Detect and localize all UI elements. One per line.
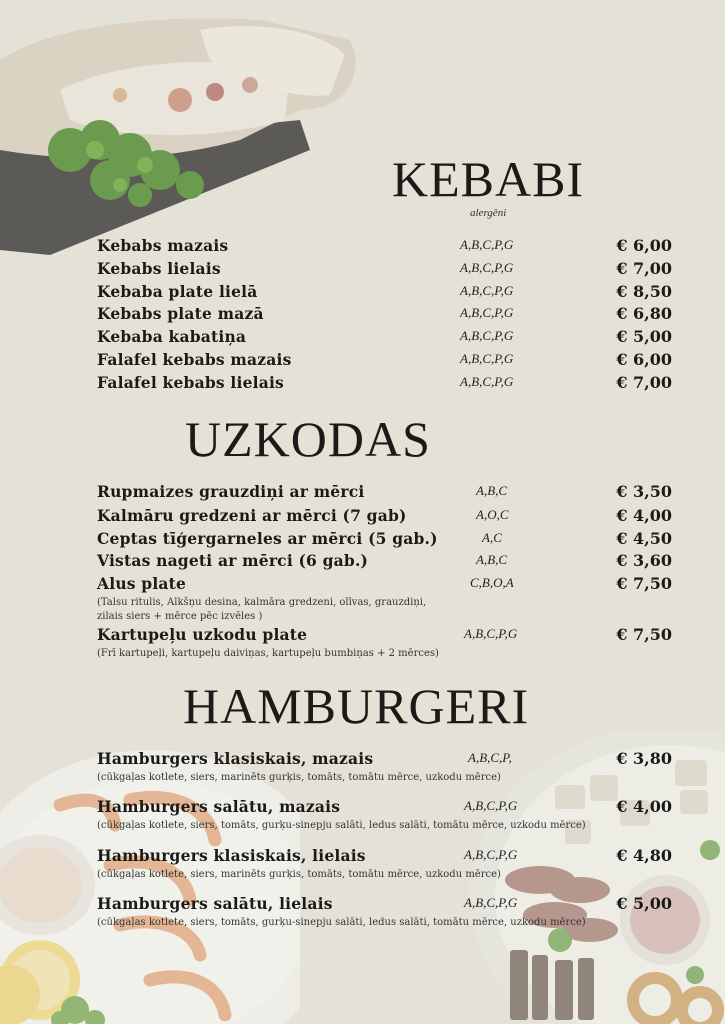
menu-item-allergens: A,B,C,P,G xyxy=(460,328,514,343)
menu-item-allergens: A,B,C,P,G xyxy=(460,283,514,298)
menu-item-name: Hamburgers klasiskais, lielais xyxy=(97,846,366,865)
menu-item-name: Falafel kebabs lielais xyxy=(97,373,284,392)
menu-item-allergens: A,C xyxy=(482,530,502,545)
menu-item-allergens: A,B,C,P,G xyxy=(464,798,518,813)
menu-item-price: € 3,80 xyxy=(616,749,672,768)
kebab-wrap-photo xyxy=(0,0,365,260)
menu-item-name: Kalmāru gredzeni ar mērci (7 gab) xyxy=(97,506,407,525)
menu-item-name: Ceptas tīģergarneles ar mērci (5 gab.) xyxy=(97,529,438,548)
menu-item-name: Kebaba kabatiņa xyxy=(97,327,247,346)
hamburgeri-title: HAMBURGERI xyxy=(183,678,530,734)
menu-item-name: Rupmaizes grauzdiņi ar mērci xyxy=(97,482,365,501)
menu-item-description: (Talsu ritulis, Alkšņu desina, kalmāra gredzeni, olīvas, grauzdiņi, xyxy=(97,597,427,608)
menu-item-name: Vistas nageti ar mērci (6 gab.) xyxy=(97,551,369,570)
menu-item-price: € 5,00 xyxy=(616,894,672,913)
menu-item-allergens: A,B,C,P,G xyxy=(460,237,514,252)
allergen-header: alergēni xyxy=(470,207,507,219)
menu-item-price: € 3,50 xyxy=(616,482,672,501)
menu-item-allergens: A,B,C,P, xyxy=(468,750,512,765)
menu-item-price: € 3,60 xyxy=(616,551,672,570)
menu-item-allergens: C,B,O,A xyxy=(470,575,514,590)
menu-item-allergens: A,B,C,P,G xyxy=(460,260,514,275)
menu-item-name: Alus plate xyxy=(97,574,187,593)
menu-item-price: € 4,50 xyxy=(616,529,672,548)
menu-item-price: € 5,00 xyxy=(616,327,672,346)
menu-item-price: € 4,80 xyxy=(616,846,672,865)
menu-item-name: Kebabs mazais xyxy=(97,236,229,255)
uzkodas-title: UZKODAS xyxy=(185,411,431,467)
menu-item-price: € 8,50 xyxy=(616,282,672,301)
meat-plate-photo xyxy=(470,730,725,1024)
menu-item-description: (cūkgaļas kotlete, siers, marinēts gurķis, tomāts, tomātu mērce, uzkodu mērce) xyxy=(97,772,501,783)
menu-item-allergens: A,O,C xyxy=(476,507,509,522)
menu-item-description: (cūkgaļas kotlete, siers, tomāts, gurķu-sinepju salāti, ledus salāti, tomātu mērce, uzkodu mērce) xyxy=(97,820,586,831)
menu-item-name: Hamburgers salātu, lielais xyxy=(97,894,333,913)
menu-item-price: € 7,00 xyxy=(616,259,672,278)
menu-item-name: Kebabs lielais xyxy=(97,259,221,278)
menu-item-description: (Frī kartupeļi, kartupeļu daiviņas, kartupeļu bumbiņas + 2 mērces) xyxy=(97,648,439,659)
menu-item-allergens: A,B,C,P,G xyxy=(464,895,518,910)
menu-item-name: Kartupeļu uzkodu plate xyxy=(97,625,308,644)
kebabi-title: KEBABI xyxy=(392,151,585,207)
menu-item-price: € 6,00 xyxy=(616,236,672,255)
menu-item-name: Kebabs plate mazā xyxy=(97,304,264,323)
menu-item-description: zilais siers + mērce pēc izvēles ) xyxy=(97,611,263,622)
menu-item-allergens: A,B,C,P,G xyxy=(460,351,514,366)
menu-item-name: Kebaba plate lielā xyxy=(97,282,258,301)
menu-item-name: Falafel kebabs mazais xyxy=(97,350,292,369)
menu-item-allergens: A,B,C,P,G xyxy=(464,847,518,862)
menu-item-allergens: A,B,C,P,G xyxy=(460,374,514,389)
menu-item-allergens: A,B,C xyxy=(476,483,508,498)
menu-item-price: € 6,00 xyxy=(616,350,672,369)
menu-item-allergens: A,B,C,P,G xyxy=(464,626,518,641)
menu-item-price: € 7,50 xyxy=(616,625,672,644)
menu-item-description: (cūkgaļas kotlete, siers, marinēts gurķis, tomāts, tomātu mērce, uzkodu mērce) xyxy=(97,869,501,880)
menu-item-name: Hamburgers salātu, mazais xyxy=(97,797,341,816)
menu-item-price: € 4,00 xyxy=(616,797,672,816)
menu-item-allergens: A,B,C,P,G xyxy=(460,305,514,320)
menu-item-price: € 6,80 xyxy=(616,304,672,323)
menu-item-allergens: A,B,C xyxy=(476,552,508,567)
menu-item-price: € 4,00 xyxy=(616,506,672,525)
menu-item-name: Hamburgers klasiskais, mazais xyxy=(97,749,374,768)
menu-item-description: (cūkgaļas kotlete, siers, tomāts, gurķu-sinepju salāti, ledus salāti, tomātu mērce, uzkodu mērce) xyxy=(97,917,586,928)
menu-item-price: € 7,50 xyxy=(616,574,672,593)
menu-item-price: € 7,00 xyxy=(616,373,672,392)
